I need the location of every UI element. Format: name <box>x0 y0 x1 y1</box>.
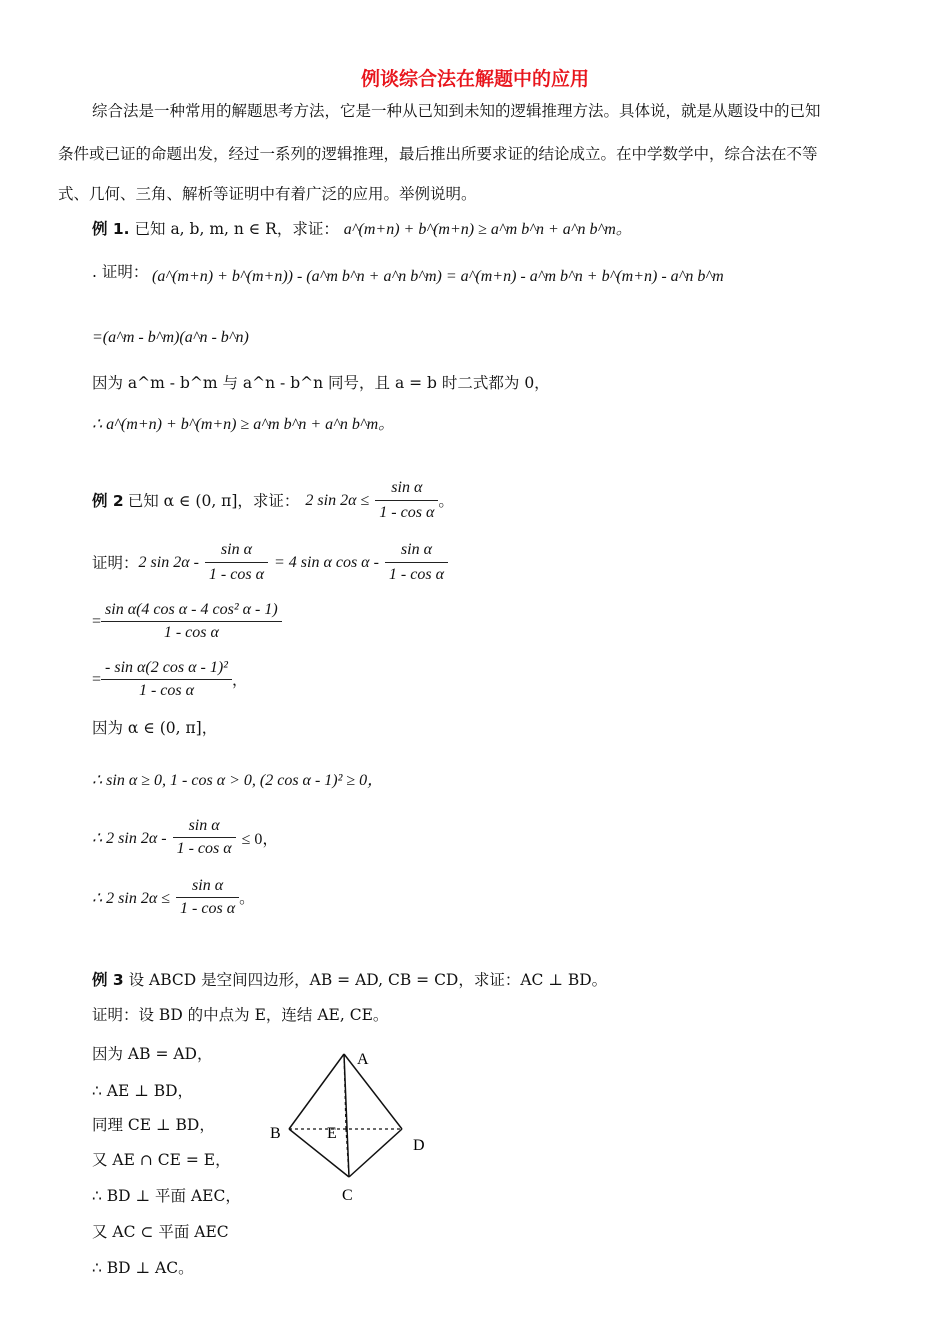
fraction-numerator: sin α <box>385 540 448 563</box>
page-title: 例谈综合法在解题中的应用 <box>360 68 589 90</box>
example-3-line: 又 AE ∩ CE = E， <box>92 1151 231 1169</box>
example-2-step-4: 因为 α ∈ (0, π]， <box>92 719 218 737</box>
example-1-step-3: 因为 a^m - b^m 与 a^n - b^n 同号，且 a = b 时二式都为 0， <box>92 374 550 392</box>
step-3-tail: ， <box>231 670 248 689</box>
example-1-label: 例 1. <box>92 220 130 238</box>
example-2-claim-period: 。 <box>438 491 454 510</box>
edge-dc <box>349 1129 402 1177</box>
example-2-statement <box>92 478 454 523</box>
example-2-step-6 <box>92 817 278 858</box>
edge-ab <box>289 1054 344 1129</box>
example-2-step-2 <box>92 601 282 642</box>
fraction-denominator: 1 - cos α <box>138 682 195 699</box>
example-3-line: ∴ BD ⊥ 平面 AEC， <box>92 1187 241 1205</box>
example-1-given: 已知 a, b, m, n ∈ R，求证： <box>134 220 339 238</box>
example-2-step-3 <box>92 659 247 700</box>
example-3-line: 因为 AB = AD， <box>92 1045 213 1063</box>
step-6-fraction <box>173 817 236 858</box>
example-2-claim-fraction <box>375 478 438 523</box>
example-2-claim-left: 2 sin 2α ≤ <box>305 491 370 509</box>
label-c: C <box>342 1187 353 1204</box>
step-2-fraction <box>101 601 282 642</box>
example-3-proof-intro: 证明：设 BD 的中点为 E，连结 AE, CE。 <box>92 1006 389 1024</box>
step-1-left: 2 sin 2α - <box>138 553 199 571</box>
label-d: D <box>413 1137 425 1154</box>
intro-line-1: 综合法是一种常用的解题思考方法，它是一种从已知到未知的逻辑推理方法。具体说，就是从题设中的已知 <box>92 102 821 120</box>
example-2-label: 例 2 <box>92 491 124 510</box>
step-1-middle: = 4 sin α cos α - <box>273 553 379 571</box>
tetrahedron-figure <box>260 1040 440 1210</box>
example-3-line: ∴ BD ⊥ AC。 <box>92 1259 194 1277</box>
example-2-step-5: ∴ sin α ≥ 0, 1 - cos α > 0, (2 cos α - 1)² ≥ 0， <box>92 772 384 789</box>
example-3-given: 设 ABCD 是空间四边形，AB = AD, CB = CD，求证：AC ⊥ BD。 <box>128 971 608 989</box>
example-2-given: 已知 α ∈ (0, π]，求证： <box>127 491 300 510</box>
step-2-equals: = <box>92 612 102 630</box>
step-1-fraction-b <box>385 540 448 585</box>
step-7-fraction <box>176 877 239 918</box>
example-1-proof-label: . 证明： <box>92 263 149 281</box>
example-3-line: 又 AC ⊂ 平面 AEC <box>92 1223 229 1241</box>
step-6-right: ≤ 0， <box>241 831 279 848</box>
example-1-statement <box>92 219 632 240</box>
fraction-numerator: sin α <box>176 877 239 898</box>
step-1-fraction-a <box>205 540 268 585</box>
example-3-label: 例 3 <box>92 971 124 989</box>
fraction-denominator: 1 - cos α <box>379 504 435 521</box>
fraction-numerator: - sin α(2 cos α - 1)² <box>101 659 232 680</box>
label-a: A <box>357 1051 369 1068</box>
example-2-step-1 <box>92 540 448 585</box>
step-7-left: ∴ 2 sin 2α ≤ <box>92 889 171 907</box>
example-2-conclusion <box>92 877 255 918</box>
fraction-denominator: 1 - cos α <box>176 840 232 857</box>
example-1-claim: a^(m+n) + b^(m+n) ≥ a^m b^n + a^n b^m。 <box>343 221 632 238</box>
step-3-equals: = <box>92 670 102 688</box>
fraction-numerator: sin α <box>375 478 438 501</box>
fraction-numerator: sin α <box>205 540 268 563</box>
example-3-statement <box>92 970 607 990</box>
edge-bc <box>289 1129 349 1177</box>
step-6-left: ∴ 2 sin 2α - <box>92 829 167 847</box>
example-3-line: 同理 CE ⊥ BD， <box>92 1116 215 1134</box>
example-1-conclusion: ∴ a^(m+n) + b^(m+n) ≥ a^m b^n + a^n b^m。 <box>92 416 395 433</box>
example-1-step-2: =(a^m - b^m)(a^n - b^n) <box>92 329 249 346</box>
step-3-fraction <box>101 659 232 700</box>
fraction-denominator: 1 - cos α <box>163 624 219 641</box>
fraction-numerator: sin α(4 cos α - 4 cos² α - 1) <box>101 601 282 622</box>
example-1-step-1: (a^(m+n) + b^(m+n)) - (a^m b^n + a^n b^m) = a^(m+n) - a^m b^n + b^(m+n) - a^n b^m <box>152 268 724 285</box>
intro-line-2: 条件或已证的命题出发，经过一系列的逻辑推理，最后推出所要求证的结论成立。在中学数学中，综合法在不等 <box>58 145 818 163</box>
label-e: E <box>327 1125 337 1142</box>
intro-line-3: 式、几何、三角、解析等证明中有着广泛的应用。举例说明。 <box>58 185 477 203</box>
fraction-denominator: 1 - cos α <box>208 566 264 583</box>
example-3-line: ∴ AE ⊥ BD， <box>92 1082 194 1100</box>
step-7-right: 。 <box>239 888 255 907</box>
label-b: B <box>270 1125 281 1142</box>
example-2-proof-label: 证明： <box>92 553 139 572</box>
fraction-denominator: 1 - cos α <box>388 566 444 583</box>
fraction-numerator: sin α <box>173 817 236 838</box>
edge-ad <box>344 1054 402 1129</box>
fraction-denominator: 1 - cos α <box>180 900 236 917</box>
